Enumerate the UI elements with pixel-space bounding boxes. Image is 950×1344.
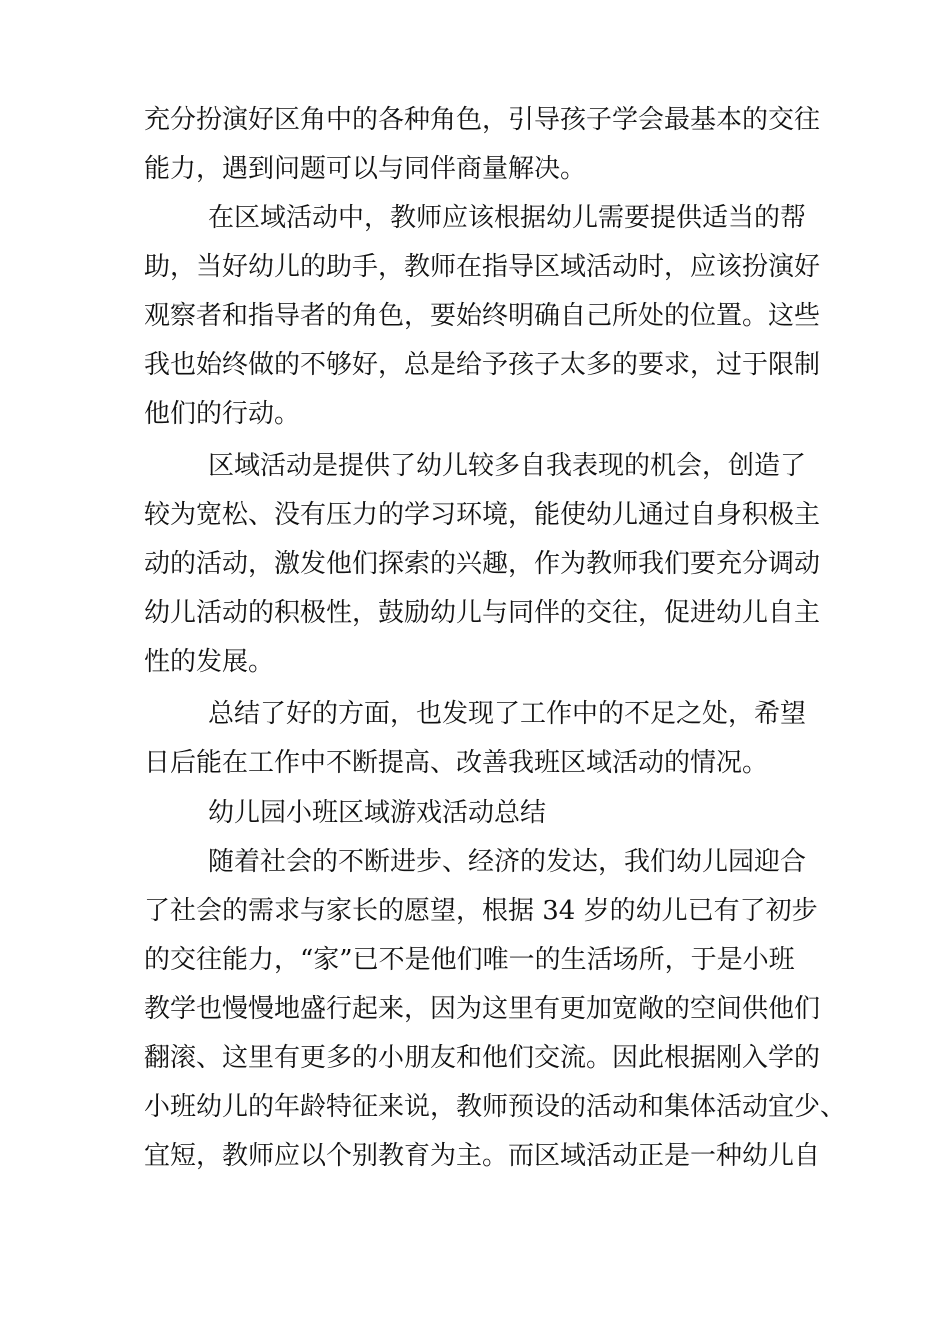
text-line: 幼儿活动的积极性，鼓励幼儿与同伴的交往，促进幼儿自主 [144, 598, 821, 628]
section-title: 幼儿园小班区域游戏活动总结 [208, 798, 547, 828]
text-line: 性的发展。 [144, 647, 275, 677]
text-line: 动的活动，激发他们探索的兴趣，作为教师我们要充分调动 [144, 549, 821, 579]
text-line: 能力，遇到问题可以与同伴商量解决。 [144, 154, 587, 184]
text-line: 观察者和指导者的角色，要始终明确自己所处的位置。这些 [144, 301, 821, 331]
text-line: 他们的行动。 [144, 399, 301, 429]
text-line: 日后能在工作中不断提高、改善我班区域活动的情况。 [144, 748, 769, 778]
text-line: 翻滚、这里有更多的小朋友和他们交流。因此根据刚入学的 [144, 1043, 821, 1073]
paragraph-first-line: 区域活动是提供了幼儿较多自我表现的机会，创造了 [208, 451, 807, 481]
text-line: 充分扮演好区角中的各种角色，引导孩子学会最基本的交往 [144, 105, 821, 135]
paragraph-first-line: 总结了好的方面，也发现了工作中的不足之处，希望 [208, 699, 807, 729]
text-line: 了社会的需求与家长的愿望，根据 34 岁的幼儿已有了初步 [144, 896, 818, 926]
text-line: 小班幼儿的年龄特征来说，教师预设的活动和集体活动宜少、 [144, 1092, 847, 1122]
paragraph-first-line: 随着社会的不断进步、经济的发达，我们幼儿园迎合 [208, 847, 807, 877]
text-line: 的交往能力，“家”已不是他们唯一的生活场所，于是小班 [144, 945, 795, 975]
text-line: 较为宽松、没有压力的学习环境，能使幼儿通过自身积极主 [144, 500, 821, 530]
text-line: 我也始终做的不够好，总是给予孩子太多的要求，过于限制 [144, 350, 821, 380]
paragraph-first-line: 在区域活动中，教师应该根据幼儿需要提供适当的帮 [208, 203, 807, 233]
text-line: 宜短，教师应以个别教育为主。而区域活动正是一种幼儿自 [144, 1141, 821, 1171]
text-line: 教学也慢慢地盛行起来，因为这里有更加宽敞的空间供他们 [144, 994, 821, 1024]
text-line: 助，当好幼儿的助手，教师在指导区域活动时，应该扮演好 [144, 252, 821, 282]
